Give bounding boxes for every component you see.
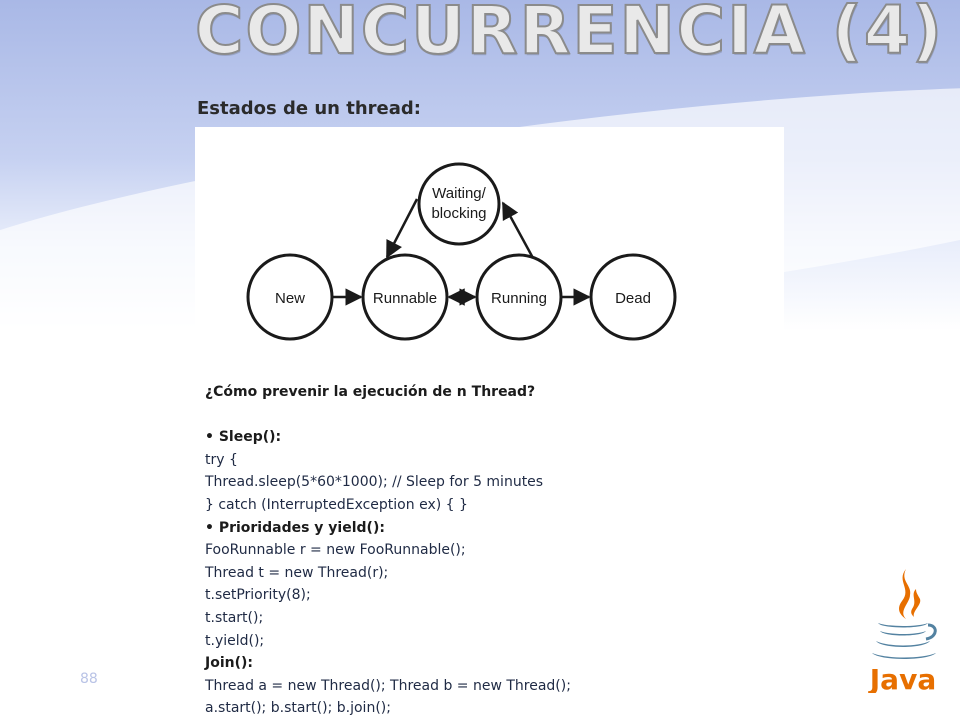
notes-spacer <box>205 404 765 427</box>
java-steam-icon <box>899 569 910 619</box>
notes-question: ¿Cómo prevenir la ejecución de n Thread? <box>205 384 536 400</box>
state-waiting-label-line1: Waiting/ <box>432 185 486 202</box>
priorities-heading: • Prioridades y yield(): <box>205 519 385 536</box>
state-new-label: New <box>274 290 306 307</box>
slide-subtitle: Estados de un thread: <box>197 98 421 119</box>
java-cup-icon <box>880 631 926 636</box>
sleep-heading: • Sleep(): <box>205 429 282 446</box>
page-number: 88 <box>80 671 98 687</box>
join-code-line: a.start(); b.start(); b.join(); <box>205 700 391 717</box>
state-dead-label: Dead <box>615 290 651 307</box>
sleep-code-line: } catch (InterruptedException ex) { } <box>205 496 468 513</box>
java-cup-icon <box>876 641 930 647</box>
java-steam-icon <box>911 589 920 617</box>
state-waiting-node <box>419 164 499 244</box>
slide-title: CONCURRENCIA (4) <box>195 0 945 69</box>
priorities-code-line: t.start(); <box>205 609 264 626</box>
arrow-waiting-to-runnable <box>387 199 417 257</box>
thread-states-diagram <box>195 127 784 373</box>
priorities-code-line: t.yield(); <box>205 632 265 649</box>
join-code-line: Thread a = new Thread(); Thread b = new Thread(); <box>205 677 571 694</box>
code-notes <box>205 381 765 720</box>
java-cup-icon <box>878 623 928 628</box>
priorities-code-line: t.setPriority(8); <box>205 587 311 604</box>
arrow-running-to-waiting <box>503 203 533 258</box>
sleep-code-line: try { <box>205 451 238 468</box>
priorities-code-line: Thread t = new Thread(r); <box>205 564 389 581</box>
state-waiting-label-line2: blocking <box>431 205 487 222</box>
java-cup-icon <box>872 653 936 659</box>
state-runnable-label: Runnable <box>372 290 438 307</box>
join-heading: Join(): <box>205 655 253 672</box>
java-wordmark: Java <box>869 663 937 693</box>
sleep-code-line: Thread.sleep(5*60*1000); // Sleep for 5 minutes <box>205 474 544 491</box>
state-running-label: Running <box>491 290 547 307</box>
java-logo <box>866 565 940 693</box>
java-cup-handle-icon <box>926 625 935 639</box>
priorities-code-line: FooRunnable r = new FooRunnable(); <box>205 542 466 559</box>
